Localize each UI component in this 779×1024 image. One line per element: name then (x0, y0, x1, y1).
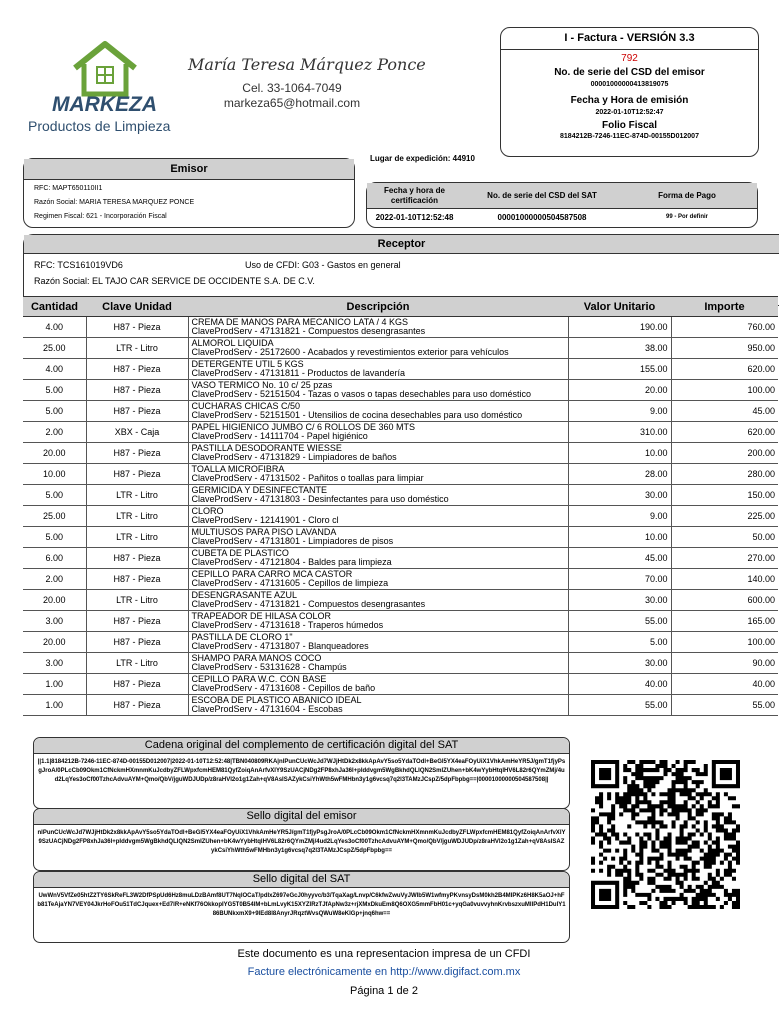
row-desc-name: CUCHARAS CHICAS C/50 (191, 401, 301, 411)
row-cantidad: 3.00 (23, 611, 86, 632)
table-row (23, 695, 778, 716)
row-clave-unidad: H87 - Pieza (86, 443, 188, 464)
row-desc-clave: ClaveProdServ - 47131604 - Escobas (191, 704, 343, 714)
table-row (23, 317, 778, 338)
row-clave-unidad: H87 - Pieza (86, 317, 188, 338)
sello-emisor-text: nlPunCUcWcJd7WJjHtDk2x8kkApAvY5so5YdaTOdl+BeGl5YX4eaFOyUiX1VhkAmHeYR5J/gmT1fjyPsgJroA/0PLcCb09Okm1CfNckmHXmnmKuJcdbyZFLWpxfcmHEM81QyfZoiqAnArfvXlY9SzUACjNDg2FP8xhJa36l+pIddvgm5WgBkhdQLIQN2SmIZUhen+bK4wYybHtqlHV6L82r6QYmZMj/4ud2LqYes3oCf00TzhcAdvuAYM+Qmo/QbV/jguWDJUDp/z8raHVl2o1g1Zah+qV8AsISAZykCsiYhWth5wFMHbn3y1g6vcsq7q2l3TAMzJCspZ/5dpFbpbg== (37, 830, 566, 854)
row-valor-unitario: 10.00 (568, 527, 671, 548)
row-desc-clave: ClaveProdServ - 47131821 - Compuestos desengrasantes (191, 326, 426, 336)
row-desc-name: GERMICIDA Y DESINFECTANTE (191, 485, 328, 495)
row-clave-unidad: H87 - Pieza (86, 695, 188, 716)
row-clave-unidad: LTR - Litro (86, 653, 188, 674)
cert-date-header: Fecha y hora de certificación (384, 186, 445, 205)
row-importe: 100.00 (671, 632, 778, 653)
row-desc-name: TOALLA MICROFIBRA (191, 464, 285, 474)
row-desc-clave: ClaveProdServ - 47131502 - Pañitos o toallas para limpiar (191, 473, 424, 483)
row-desc-name: PASTILLA DE CLORO 1" (191, 632, 293, 642)
receptor-rfc: RFC: TCS161019VD6 (34, 260, 123, 270)
table-row (23, 611, 778, 632)
table-row (23, 653, 778, 674)
footer-link[interactable]: Facture electrónicamente en http://www.digifact.com.mx (247, 966, 521, 978)
row-desc-clave: ClaveProdServ - 47131807 - Blanqueadores (191, 641, 369, 651)
brand-name: MARKEZA (52, 93, 157, 116)
row-valor-unitario: 55.00 (568, 695, 671, 716)
row-cantidad: 2.00 (23, 569, 86, 590)
row-descripcion (188, 359, 568, 380)
row-valor-unitario: 30.00 (568, 590, 671, 611)
row-desc-clave: ClaveProdServ - 47131829 - Limpiadores de baños (191, 452, 397, 462)
row-importe: 950.00 (671, 338, 778, 359)
row-descripcion (188, 317, 568, 338)
invoice-number: 792 (621, 53, 638, 64)
place-of-issue: Lugar de expedición: 44910 (370, 154, 475, 163)
row-valor-unitario: 28.00 (568, 464, 671, 485)
row-descripcion (188, 548, 568, 569)
row-importe: 45.00 (671, 401, 778, 422)
row-cantidad: 6.00 (23, 548, 86, 569)
row-clave-unidad: LTR - Litro (86, 590, 188, 611)
table-row (23, 527, 778, 548)
row-descripcion (188, 674, 568, 695)
row-cantidad: 5.00 (23, 380, 86, 401)
row-valor-unitario: 310.00 (568, 422, 671, 443)
row-valor-unitario: 20.00 (568, 380, 671, 401)
payment-form-value: 99 - Por definir (665, 214, 708, 220)
row-clave-unidad: H87 - Pieza (86, 464, 188, 485)
row-importe: 200.00 (671, 443, 778, 464)
row-desc-clave: ClaveProdServ - 47131801 - Limpiadores de pisos (191, 536, 394, 546)
row-importe: 90.00 (671, 653, 778, 674)
owner-name: María Teresa Márquez Ponce (188, 55, 426, 74)
row-desc-clave: ClaveProdServ - 14111704 - Papel higiénico (191, 431, 368, 441)
row-valor-unitario: 40.00 (568, 674, 671, 695)
cert-box (366, 182, 758, 228)
row-cantidad: 25.00 (23, 338, 86, 359)
row-valor-unitario: 9.00 (568, 506, 671, 527)
row-descripcion (188, 380, 568, 401)
cert-sat-value: 00001000000504587508 (497, 213, 587, 222)
row-desc-clave: ClaveProdServ - 52151501 - Utensilios de cocina desechables para uso doméstico (191, 410, 523, 420)
sello-sat-text: UwWnV5VfZe05htZ2TY6SkReFL3W2DfPSpUd6Hz8muLDzBAmf8UT7NqlOCaT/pdlxZ697eGcJ0hyyvc/b3/TqaXag/Lnvp/C6kfwZwuVyJWlb5W1wfmyPKvnsyDsM0kh2B4MIPKz6H8K5aOJ+hFb81TeAjaYN7VEY04JkrHoFOu51TdCJquex+Ed7lR+eNKf76OkkopIYG5T0B54lM+bLmLvyK15XYZlRzTJfApNw3z+rjXMxDkuEm8Q6OXG5mmFbH01c+yqGa0vuvvyhnKrvbszxuMIlPdH1DuIY186BUNkxmX9+9lEd8l8AnyrJRqztWvsQWuW8eKIGp+jnq6hw== (37, 893, 566, 917)
row-cantidad: 20.00 (23, 632, 86, 653)
sello-emisor-box (33, 808, 570, 871)
table-row (23, 506, 778, 527)
col-clave-unidad: Clave Unidad (86, 297, 188, 317)
row-valor-unitario: 45.00 (568, 548, 671, 569)
row-desc-clave: ClaveProdServ - 52151504 - Tazas o vasos o tapas desechables para uso doméstico (191, 389, 532, 399)
row-importe: 50.00 (671, 527, 778, 548)
receptor-header: Receptor (24, 235, 779, 254)
row-desc-name: MULTIUSOS PARA PISO LAVANDA (191, 527, 337, 537)
page-number: Página 1 de 2 (350, 985, 418, 997)
row-descripcion (188, 611, 568, 632)
qr-code-icon (591, 760, 740, 909)
footer-cfdi-note: Este documento es una representacion impresa de un CFDI (237, 948, 531, 960)
row-desc-name: VASO TERMICO No. 10 c/ 25 pzas (191, 380, 333, 390)
receptor-uso: Uso de CFDI: G03 - Gastos en general (245, 260, 401, 270)
row-valor-unitario: 38.00 (568, 338, 671, 359)
row-descripcion (188, 569, 568, 590)
row-cantidad: 5.00 (23, 401, 86, 422)
emisor-razon: Razón Social: MARIA TERESA MARQUEZ PONCE (34, 199, 195, 206)
table-row (23, 464, 778, 485)
row-clave-unidad: H87 - Pieza (86, 611, 188, 632)
row-importe: 55.00 (671, 695, 778, 716)
receptor-razon: Razón Social: EL TAJO CAR SERVICE DE OCCIDENTE S.A. DE C.V. (34, 276, 315, 286)
sello-sat-box (33, 871, 570, 943)
row-cantidad: 5.00 (23, 527, 86, 548)
table-row (23, 590, 778, 611)
date-label: Fecha y Hora de emisión (570, 95, 689, 106)
row-desc-name: PASTILLA DESODORANTE WIESSE (191, 443, 342, 453)
csd-label: No. de serie del CSD del emisor (554, 67, 705, 78)
cadena-header: Cadena original del complemento de certificación digital del SAT (34, 738, 569, 754)
row-valor-unitario: 30.00 (568, 485, 671, 506)
row-valor-unitario: 70.00 (568, 569, 671, 590)
row-desc-name: TRAPEADOR DE HILASA COLOR (191, 611, 332, 621)
table-header-row (23, 297, 778, 317)
row-desc-name: PAPEL HIGIENICO JUMBO C/ 6 ROLLOS DE 360 MTS (191, 422, 416, 432)
row-desc-name: CLORO (191, 506, 224, 516)
date-value: 2022-01-10T12:52:47 (595, 109, 664, 116)
row-descripcion (188, 653, 568, 674)
row-desc-name: CEPILLO PARA W.C. CON BASE (191, 674, 327, 684)
invoice-info-box (500, 27, 759, 157)
row-clave-unidad: H87 - Pieza (86, 674, 188, 695)
row-importe: 600.00 (671, 590, 778, 611)
row-cantidad: 20.00 (23, 443, 86, 464)
row-desc-name: ALMOROL LIQUIDA (191, 338, 274, 348)
emisor-regimen: Regimen Fiscal: 621 - Incorporación Fiscal (34, 213, 167, 220)
col-importe: Importe (671, 297, 778, 317)
row-clave-unidad: H87 - Pieza (86, 569, 188, 590)
folio-value: 8184212B-7246-11EC-874D-00155D012007 (560, 133, 699, 140)
row-cantidad: 1.00 (23, 674, 86, 695)
row-descripcion (188, 401, 568, 422)
table-row (23, 674, 778, 695)
invoice-title: I - Factura - VERSIÓN 3.3 (564, 32, 695, 44)
row-cantidad: 10.00 (23, 464, 86, 485)
row-valor-unitario: 9.00 (568, 401, 671, 422)
row-desc-name: CUBETA DE PLASTICO (191, 548, 289, 558)
table-row (23, 338, 778, 359)
row-desc-clave: ClaveProdServ - 47131618 - Traperos húmedos (191, 620, 384, 630)
sello-sat-header: Sello digital del SAT (34, 872, 569, 888)
row-desc-clave: ClaveProdServ - 47131608 - Cepillos de baño (191, 683, 376, 693)
table-row (23, 569, 778, 590)
row-desc-clave: ClaveProdServ - 47131811 - Productos de lavandería (191, 368, 405, 378)
row-clave-unidad: LTR - Litro (86, 485, 188, 506)
row-importe: 40.00 (671, 674, 778, 695)
row-importe: 760.00 (671, 317, 778, 338)
row-valor-unitario: 155.00 (568, 359, 671, 380)
table-row (23, 485, 778, 506)
emisor-header: Emisor (24, 159, 354, 180)
row-cantidad: 2.00 (23, 422, 86, 443)
col-valor-unitario: Valor Unitario (568, 297, 671, 317)
emisor-rfc: RFC: MAPT650110II1 (34, 185, 103, 192)
row-cantidad: 20.00 (23, 590, 86, 611)
emisor-box (23, 158, 355, 228)
row-descripcion (188, 695, 568, 716)
row-desc-name: CREMA DE MANOS PARA MECANICO LATA / 4 KGS (191, 317, 409, 327)
col-descripcion: Descripción (188, 297, 568, 317)
row-cantidad: 4.00 (23, 359, 86, 380)
row-importe: 225.00 (671, 506, 778, 527)
row-desc-name: SHAMPO PARA MANOS COCO (191, 653, 322, 663)
sello-emisor-header: Sello digital del emisor (34, 809, 569, 825)
row-desc-clave: ClaveProdServ - 12141901 - Cloro cl (191, 515, 339, 525)
row-clave-unidad: LTR - Litro (86, 527, 188, 548)
row-clave-unidad: H87 - Pieza (86, 401, 188, 422)
cert-date-value: 2022-01-10T12:52:48 (375, 213, 454, 222)
email: markeza65@hotmail.com (223, 96, 361, 110)
row-clave-unidad: LTR - Litro (86, 338, 188, 359)
row-desc-clave: ClaveProdServ - 47121804 - Baldes para limpieza (191, 557, 392, 567)
row-clave-unidad: XBX - Caja (86, 422, 188, 443)
row-descripcion (188, 443, 568, 464)
row-desc-name: DESENGRASANTE AZUL (191, 590, 298, 600)
table-row (23, 380, 778, 401)
row-cantidad: 25.00 (23, 506, 86, 527)
col-cantidad: Cantidad (23, 297, 86, 317)
row-clave-unidad: H87 - Pieza (86, 359, 188, 380)
row-descripcion (188, 422, 568, 443)
row-desc-clave: ClaveProdServ - 47131605 - Cepillos de limpieza (191, 578, 389, 588)
cadena-original-box (33, 737, 570, 809)
row-importe: 280.00 (671, 464, 778, 485)
row-desc-clave: ClaveProdServ - 47131821 - Compuestos desengrasantes (191, 599, 426, 609)
row-valor-unitario: 10.00 (568, 443, 671, 464)
row-cantidad: 3.00 (23, 653, 86, 674)
row-importe: 140.00 (671, 569, 778, 590)
row-cantidad: 4.00 (23, 317, 86, 338)
row-valor-unitario: 190.00 (568, 317, 671, 338)
house-logo-icon (70, 40, 140, 96)
table-row (23, 443, 778, 464)
table-row (23, 401, 778, 422)
row-desc-name: ESCOBA DE PLASTICO ABANICO IDEAL (191, 695, 362, 705)
row-desc-name: CEPILLO PARA CARRO MCA CASTOR (191, 569, 353, 579)
row-importe: 100.00 (671, 380, 778, 401)
row-cantidad: 1.00 (23, 695, 86, 716)
row-descripcion (188, 485, 568, 506)
row-clave-unidad: H87 - Pieza (86, 380, 188, 401)
row-descripcion (188, 506, 568, 527)
row-desc-clave: ClaveProdServ - 53131628 - Champús (191, 662, 347, 672)
row-clave-unidad: LTR - Litro (86, 506, 188, 527)
row-importe: 620.00 (671, 359, 778, 380)
phone: Cel. 33-1064-7049 (242, 81, 342, 95)
row-desc-clave: ClaveProdServ - 47131803 - Desinfectantes para uso doméstico (191, 494, 449, 504)
row-desc-name: DETERGENTE UTIL 5 KGS (191, 359, 304, 369)
table-row (23, 632, 778, 653)
row-importe: 620.00 (671, 422, 778, 443)
cert-sat-header: No. de serie del CSD del SAT (487, 191, 597, 200)
brand-subtitle: Productos de Limpieza (28, 118, 171, 134)
row-cantidad: 5.00 (23, 485, 86, 506)
row-descripcion (188, 338, 568, 359)
csd-value: 00001000000413819075 (590, 81, 669, 88)
row-descripcion (188, 632, 568, 653)
row-importe: 165.00 (671, 611, 778, 632)
table-row (23, 422, 778, 443)
items-table (23, 296, 778, 716)
row-importe: 150.00 (671, 485, 778, 506)
row-desc-clave: ClaveProdServ - 25172600 - Acabados y revestimientos exterior para vehículos (191, 347, 509, 357)
folio-label: Folio Fiscal (601, 120, 657, 131)
row-valor-unitario: 55.00 (568, 611, 671, 632)
row-valor-unitario: 30.00 (568, 653, 671, 674)
payment-form-header: Forma de Pago (658, 191, 716, 200)
table-row (23, 359, 778, 380)
row-descripcion (188, 464, 568, 485)
row-descripcion (188, 590, 568, 611)
row-valor-unitario: 5.00 (568, 632, 671, 653)
row-clave-unidad: H87 - Pieza (86, 632, 188, 653)
table-row (23, 548, 778, 569)
row-importe: 270.00 (671, 548, 778, 569)
row-clave-unidad: H87 - Pieza (86, 548, 188, 569)
cadena-text: ||1.1|8184212B-7246-11EC-874D-00155D012007|2022-01-10T12:52:48|TBN040809RKA|nlPunCUcWcJd7WJjHtDk2x8kkApAvY5so5YdaTOdl+BeGl5YX4eaFOyUiX1VhkAmHeYR5J/gmT1fjyPsgJroA/0PLcCb09Okm1CfNckmHXmnmKuJcdbyZFLWpxfcmHEM81QyfZoiqAnArfvXlY9SzUACjNDg2FP8xhJa36l+pIddvgm5WgBkhdQLIQN2SmIZUhen+bK4wYybHtqlHV6L82r6QYmZMj/4ud2LqYes3oCf00TzhcAdvuAYM+Qmo/QbV/jguWDJUDp/z8raHVl2o1g1Zah+qV8AsISAZykCsiYhWth5wFMHbn3y1g6vcsq7q2l3TAMzJCspZ/5dpFbpbg==|00001000000504587508|| (37, 759, 566, 783)
row-descripcion (188, 527, 568, 548)
